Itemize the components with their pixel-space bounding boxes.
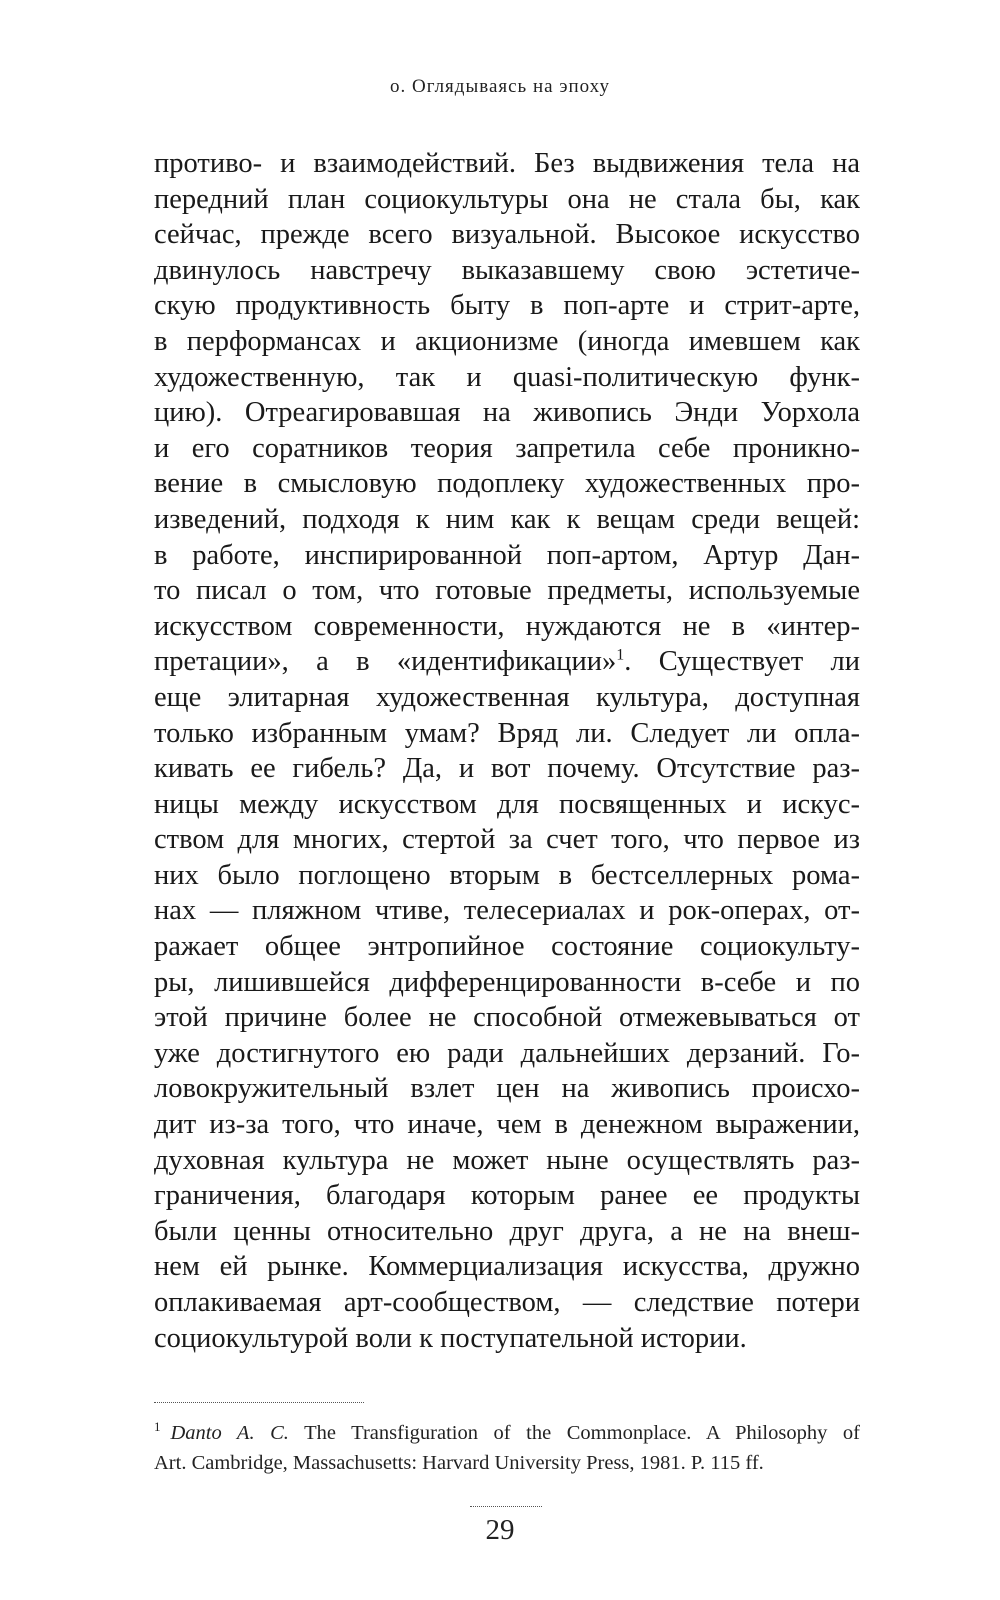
text-line: нем ей рынке. Коммерциализация искусства, дружно	[154, 1251, 860, 1283]
text-line: ницы между искусством для посвященных и искус-	[154, 788, 860, 820]
text-line: них было поглощено вторым в бестселлерных рома-	[154, 859, 860, 891]
text-line: оплакиваемая арт-сообществом, — следствие потери	[154, 1287, 860, 1318]
footnote-number: 1	[154, 1419, 161, 1435]
text-line: этой причине более не способной отмежевываться от	[154, 1002, 860, 1034]
text-line-with-footnote-ref	[154, 644, 860, 680]
body-text	[154, 146, 860, 1356]
text-line: кивать ее гибель? Да, и вот почему. Отсутствие раз-	[154, 753, 860, 785]
text-line: вение в смысловую подоплеку художественных про-	[154, 468, 860, 500]
text-line: дит из-за того, что иначе, чем в денежном выражении,	[154, 1109, 860, 1141]
footnote	[154, 1418, 860, 1478]
text-line: духовная культура не может ныне осуществлять раз-	[154, 1144, 860, 1176]
text-line: двинулось навстречу выказавшему свою эстетиче-	[154, 254, 860, 286]
text-line: граничения, благодаря которым ранее ее продукты	[154, 1180, 860, 1212]
footnote-author: Danto A. C.	[170, 1422, 289, 1444]
text-line: противо- и взаимодействий. Без выдвижения тела на	[154, 148, 860, 179]
text-line: уже достигнутого ею ради дальнейших дерзаний. Го-	[154, 1037, 860, 1069]
text-line: в работе, инспирированной поп-артом, Артур Дан-	[154, 539, 860, 571]
text-line: цию). Отреагировавшая на живопись Энди Уорхола	[154, 397, 860, 429]
text-line: ры, лишившейся дифференцированности в-себе и по	[154, 966, 860, 998]
text-line: искусством современности, нуждаются не в «интер-	[154, 610, 860, 642]
footnote-reference[interactable]: 1	[616, 646, 625, 664]
text-line: передний план социокультуры она не стала бы, как	[154, 183, 860, 215]
text-line: ловокружительный взлет цен на живопись происхо-	[154, 1073, 860, 1105]
page-number: 29	[485, 1514, 515, 1546]
footnote-line: Art. Cambridge, Massachusetts: Harvard University Press, 1981. P. 115 ff.	[154, 1452, 764, 1474]
text-fragment: . Существует ли	[624, 646, 860, 678]
text-line: ством для многих, стертой за счет того, что первое из	[154, 824, 860, 856]
text-line: социокультурой воли к поступательной истории.	[154, 1322, 747, 1354]
text-line: еще элитарная художественная культура, доступная	[154, 681, 860, 713]
text-line: то писал о том, что готовые предметы, используемые	[154, 575, 860, 607]
text-line: были ценны относительно друг друга, а не на внеш-	[154, 1215, 860, 1247]
text-line: скую продуктивность быту в поп-арте и стрит-арте,	[154, 290, 860, 322]
text-line: сейчас, прежде всего визуальной. Высокое искусство	[154, 219, 860, 251]
page-number-separator	[470, 1506, 542, 1507]
text-line: нах — пляжном чтиве, телесериалах и рок-операх, от-	[154, 895, 860, 927]
text-line: и его соратников теория запретила себе проникно-	[154, 432, 860, 464]
footnote-separator	[154, 1402, 364, 1403]
text-line: только избранным умам? Вряд ли. Следует ли опла-	[154, 717, 860, 749]
text-fragment: претации», а в «идентификации»	[154, 646, 617, 678]
footnote-title: The Transfiguration of the Commonplace. A Philosophy of	[304, 1422, 860, 1444]
footnote-line	[154, 1418, 860, 1448]
text-line: изведений, подходя к ним как к вещам среди вещей:	[154, 503, 860, 535]
text-line: в перформансах и акционизме (иногда имевшем как	[154, 325, 860, 357]
running-head: о. Оглядываясь на эпоху	[390, 76, 610, 97]
text-line: художественную, так и quasi-политическую функ-	[154, 361, 860, 393]
text-line: ражает общее энтропийное состояние социокульту-	[154, 931, 860, 963]
